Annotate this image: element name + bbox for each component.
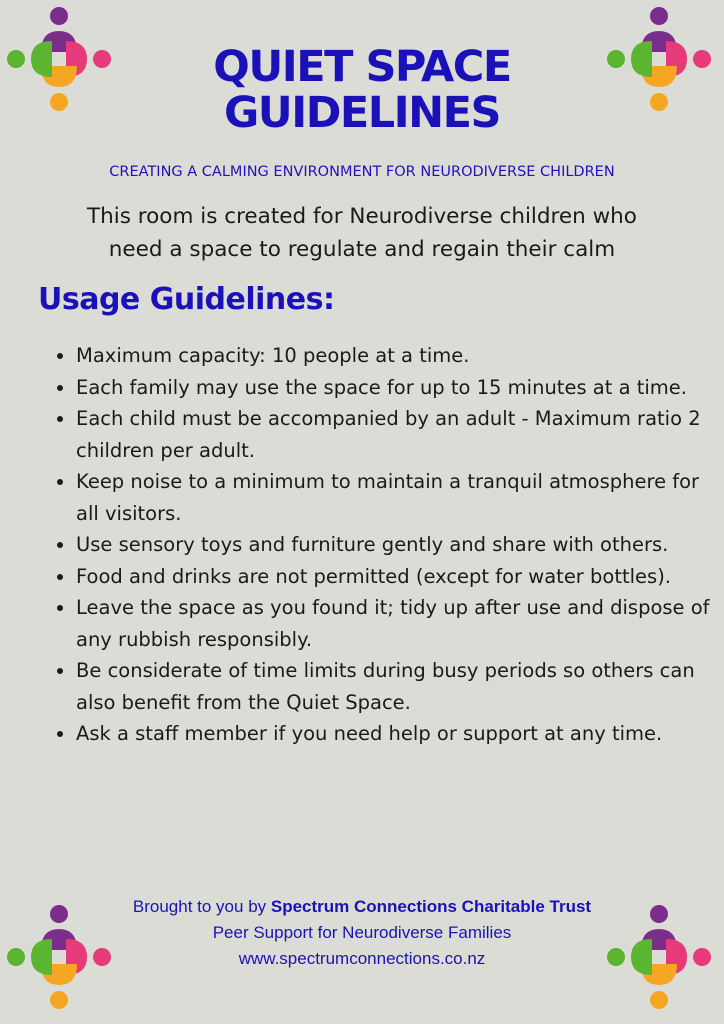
footer-tagline: Peer Support for Neurodiverse Families xyxy=(212,923,512,942)
list-item: • Use sensory toys and furniture gently and share with others. xyxy=(76,529,716,561)
footer-org-name: Spectrum Connections Charitable Trust xyxy=(270,897,592,916)
title-line-2: GUIDELINES xyxy=(223,88,500,138)
intro-line-1: This room is created for Neurodiverse children who xyxy=(87,204,637,229)
subtitle: CREATING A CALMING ENVIRONMENT FOR NEURODIVERSE CHILDREN xyxy=(109,164,615,180)
list-item: • Each family may use the space for up to 15 minutes at a time. xyxy=(76,372,716,404)
people-circle-logo-icon xyxy=(4,4,114,114)
list-item: • Leave the space as you found it; tidy up after use and dispose of any rubbish responsibly. xyxy=(76,592,716,655)
page-title xyxy=(120,44,604,136)
title-line-1: QUIET SPACE xyxy=(213,42,511,92)
list-item: • Be considerate of time limits during busy periods so others can also benefit from the Quiet Space. xyxy=(76,655,716,718)
footer-brought-by: Brought to you by xyxy=(132,897,271,916)
list-item: • Maximum capacity: 10 people at a time. xyxy=(76,340,716,372)
people-circle-logo-icon xyxy=(604,4,714,114)
intro-text xyxy=(20,200,704,266)
section-heading: Usage Guidelines: xyxy=(38,282,335,317)
list-item: • Food and drinks are not permitted (except for water bottles). xyxy=(76,561,716,593)
list-item: • Ask a staff member if you need help or support at any time. xyxy=(76,718,716,750)
guidelines-list xyxy=(54,340,716,750)
footer xyxy=(0,894,724,972)
footer-website: www.spectrumconnections.co.nz xyxy=(238,949,486,968)
intro-line-2: need a space to regulate and regain their calm xyxy=(108,237,616,262)
list-item: • Each child must be accompanied by an adult - Maximum ratio 2 children per adult. xyxy=(76,403,716,466)
footer-credit xyxy=(0,894,724,920)
list-item: • Keep noise to a minimum to maintain a tranquil atmosphere for all visitors. xyxy=(76,466,716,529)
